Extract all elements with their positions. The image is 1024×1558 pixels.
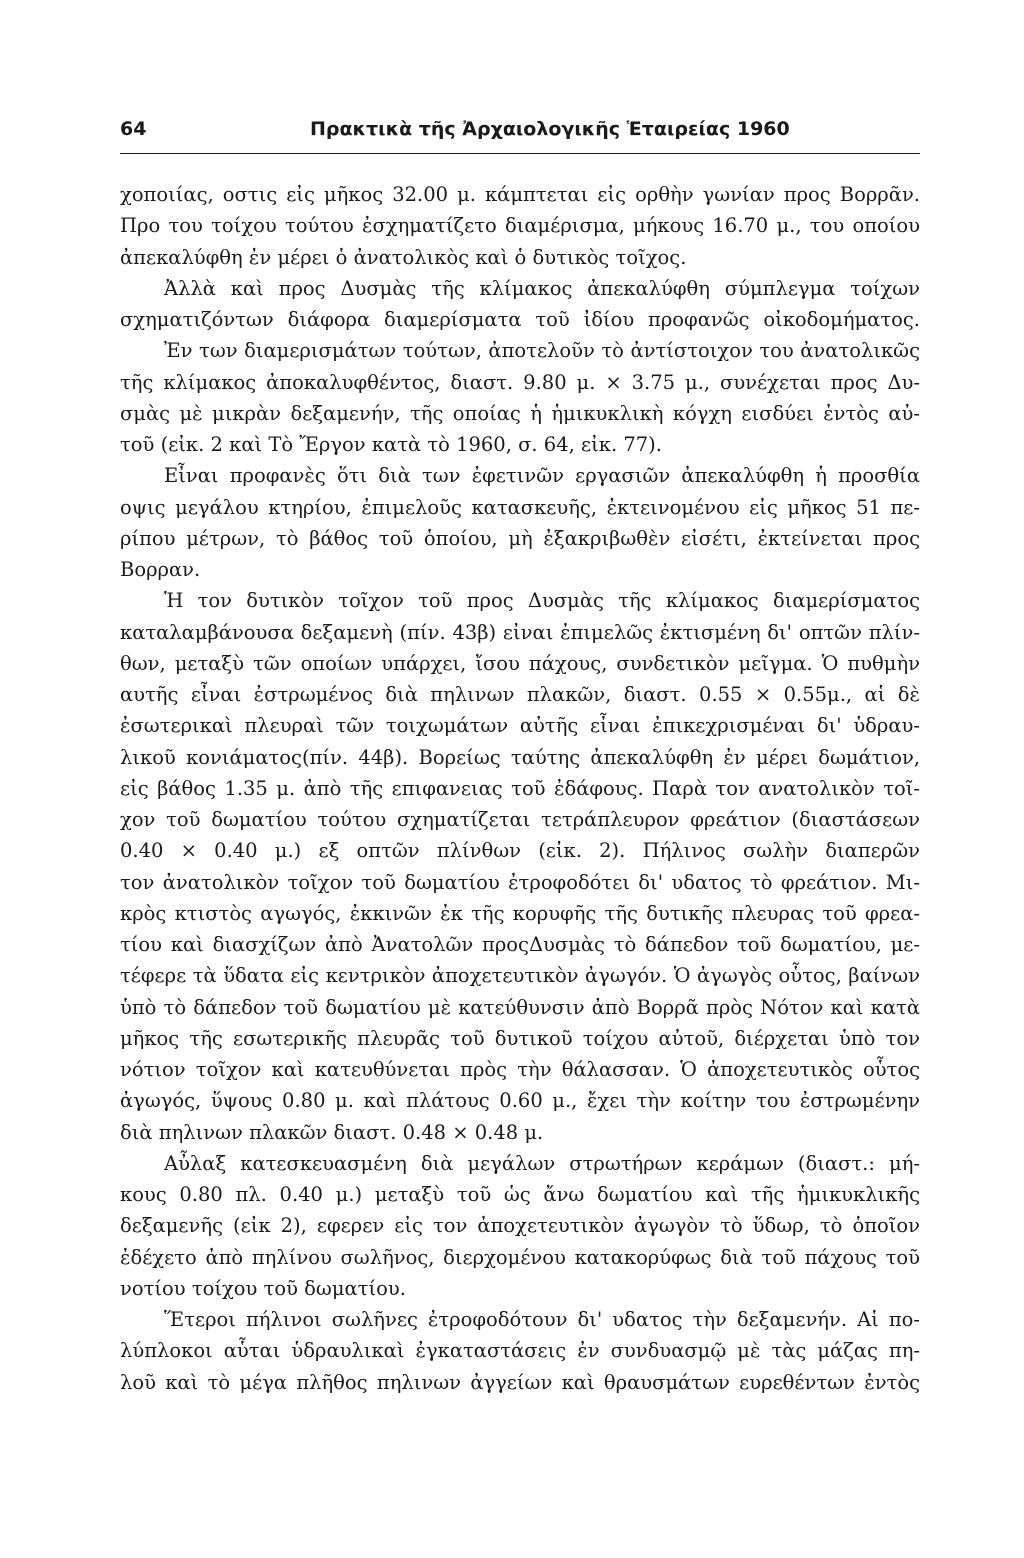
text-line: νοτίου τοίχου τοῦ δωματίου. [120, 1276, 406, 1300]
text-line: λοῦ καὶ τὸ μέγα πλῆθος πηλινων ἀγγείων καὶ θραυσμάτων ευρεθέντων ἐντὸς [120, 1370, 920, 1394]
running-title: Πρακτικὰ τῆς Ἀρχαιολογικῆς Ἑταιρείας 1960 [310, 118, 790, 140]
text-line: τῆς κλίμακος ἀποκαλυφθέντος, διαστ. 9.80 μ. × 3.75 μ., συνέχεται προς Δυ- [120, 370, 920, 394]
text-line: σμὰς μὲ μικρὰν δεξαμενήν, τῆς οποίας ἡ ἡμικυκλικὴ κόγχη εισδύει ἐντὸς αὐ- [120, 401, 920, 425]
text-line: ρίπου μέτρων, τὸ βάθος τοῦ ὁποίου, μὴ ἐξακριβωθὲν εἰσέτι, ἐκτείνεται προς [120, 526, 920, 550]
text-line: Προ του τοίχου τούτου ἐσχηματίζετο διαμέρισμα, μήκους 16.70 μ., του οποίου [120, 214, 920, 238]
text-line: Αὖλαξ κατεσκευασμένη διὰ μεγάλων στρωτήρων κεράμων (διαστ.: μή- [164, 1151, 920, 1175]
text-line: ἐσωτερικαὶ πλευραὶ τῶν τοιχωμάτων αὐτῆς εἶναι ἐπικεχρισμέναι δι' ὑδραυ- [120, 714, 920, 738]
text-line: χον τοῦ δωματίου τούτου σχηματίζεται τετράπλευρον φρεάτιον (διαστάσεων [120, 808, 920, 831]
text-line: διὰ πηλινων πλακῶν διαστ. 0.48 × 0.48 μ. [120, 1120, 544, 1144]
page-header [120, 118, 920, 150]
text-line: χοποιίας, οστις εἰς μῆκος 32.00 μ. κάμπτεται εἰς ορθὴν γωνίαν προς Βορρᾶν. [120, 183, 920, 206]
text-line: ἐδέχετο ἀπὸ πηλίνου σωλῆνος, διερχομένου κατακορύφως διὰ τοῦ πάχους τοῦ [120, 1245, 920, 1269]
text-line: σχηματιζόντων διάφορα διαμερίσματα τοῦ ἰδίου προφανῶς οἰκοδομήματος. [120, 308, 920, 331]
text-line: εἰς βάθος 1.35 μ. ἀπὸ τῆς επιφανειας τοῦ ἐδάφους. Παρὰ τον ανατολικὸν τοῖ- [120, 776, 920, 800]
text-line: ὑπὸ τὸ δάπεδον τοῦ δωματίου μὲ κατεύθυνσιν ἀπὸ Βορρᾶ πρὸς Νότον καὶ κατὰ [120, 995, 920, 1019]
text-line: Ἐν των διαμερισμάτων τούτων, ἀποτελοῦν τὸ ἀντίστοιχον του ἀνατολικῶς [164, 339, 920, 363]
text-line: αυτῆς εἶναι ἐστρωμένος διὰ πηλινων πλακῶν, διαστ. 0.55 × 0.55μ., αἱ δὲ [120, 683, 920, 706]
text-line: Εἶναι προφανὲς ὅτι διὰ των ἐφετινῶν εργασιῶν ἀπεκαλύφθη ἡ προσθία [164, 464, 920, 488]
text-line: Ἕτεροι πήλινοι σωλῆνες ἐτροφοδότουν δι' υδατος τὴν δεξαμενήν. Αἱ πο- [164, 1308, 920, 1331]
text-line: Ἡ τον δυτικὸν τοῖχον τοῦ προς Δυσμὰς τῆς κλίμακος διαμερίσματος [164, 589, 920, 613]
text-line: δεξαμενῆς (εἰκ 2), εφερεν εἰς τον ἀποχετευτικὸν ἀγωγὸν τὸ ὕδωρ, τὸ ὁποῖον [120, 1214, 920, 1238]
text-line: θων, μεταξὺ τῶν οποίων υπάρχει, ἴσου πάχους, συνδετικὸν μεῖγμα. Ὁ πυθμὴν [120, 651, 920, 675]
page-number: 64 [120, 118, 147, 140]
text-line: λικοῦ κονιάματος(πίν. 44β). Βορείως ταύτης ἀπεκαλύφθη ἐν μέρει δωμάτιον, [120, 745, 920, 769]
text-line: Ἀλλὰ καὶ προς Δυσμὰς τῆς κλίμακος ἀπεκαλύφθη σύμπλεγμα τοίχων [164, 276, 920, 300]
text-line: τοῦ (εἰκ. 2 καὶ Τὸ Ἔργον κατὰ τὸ 1960, σ. 64, εἰκ. 77). [120, 433, 662, 456]
text-line: τέφερε τὰ ὕδατα εἰς κεντρικὸν ἀποχετευτικὸν ἀγωγόν. Ὁ ἀγωγὸς οὗτος, βαίνων [120, 964, 920, 988]
text-line: 0.40 × 0.40 μ.) εξ οπτῶν πλίνθων (εἰκ. 2). Πήλινος σωλὴν διαπερῶν [120, 839, 920, 863]
text-line: μῆκος τῆς εσωτερικῆς πλευρᾶς τοῦ δυτικοῦ τοίχου αὐτοῦ, διέρχεται ὑπὸ τον [120, 1026, 920, 1050]
text-line: τον ἀνατολικὸν τοῖχον τοῦ δωματίου ἐτροφοδότει δι' υδατος τὸ φρεάτιον. Μι- [120, 870, 920, 894]
text-line: κους 0.80 πλ. 0.40 μ.) μεταξὺ τοῦ ὡς ἄνω δωματίου καὶ τῆς ἡμικυκλικῆς [120, 1183, 920, 1206]
text-line: ἀπεκαλύφθη ἐν μέρει ὁ ἀνατολικὸς καὶ ὁ δυτικὸς τοῖχος. [120, 245, 687, 269]
text-line: ἀγωγός, ὕψους 0.80 μ. καὶ πλάτους 0.60 μ., ἔχει τὴν κοίτην του ἐστρωμένην [120, 1089, 920, 1113]
text-line: οψις μεγάλου κτηρίου, ἐπιμελοῦς κατασκευῆς, ἐκτεινομένου εἰς μῆκος 51 πε- [120, 495, 920, 519]
text-line: τίου καὶ διασχίζων ἀπὸ Ἀνατολῶν προςΔυσμὰς τὸ δάπεδον τοῦ δωματίου, με- [120, 933, 920, 956]
text-line: καταλαμβάνουσα δεξαμενὴ (πίν. 43β) εἰναι ἐπιμελῶς ἐκτισμένη δι' οπτῶν πλίν- [120, 620, 920, 644]
text-line: κρὸς κτιστὸς αγωγός, ἐκκινῶν ἐκ τῆς κορυφῆς τῆς δυτικῆς πλευρας τοῦ φρεα- [120, 901, 920, 925]
text-line: νότιον τοῖχον καὶ κατευθύνεται πρὸς τὴν θάλασσαν. Ὁ ἀποχετευτικὸς οὗτος [120, 1058, 920, 1081]
header-rule [120, 153, 920, 154]
body-text [120, 179, 920, 1398]
text-line: λύπλοκοι αὗται ὑδραυλικαὶ ἐγκαταστάσεις ἐν συνδυασμῷ μὲ τὰς μάζας πη- [120, 1339, 920, 1363]
text-line: Βορραν. [120, 558, 201, 581]
